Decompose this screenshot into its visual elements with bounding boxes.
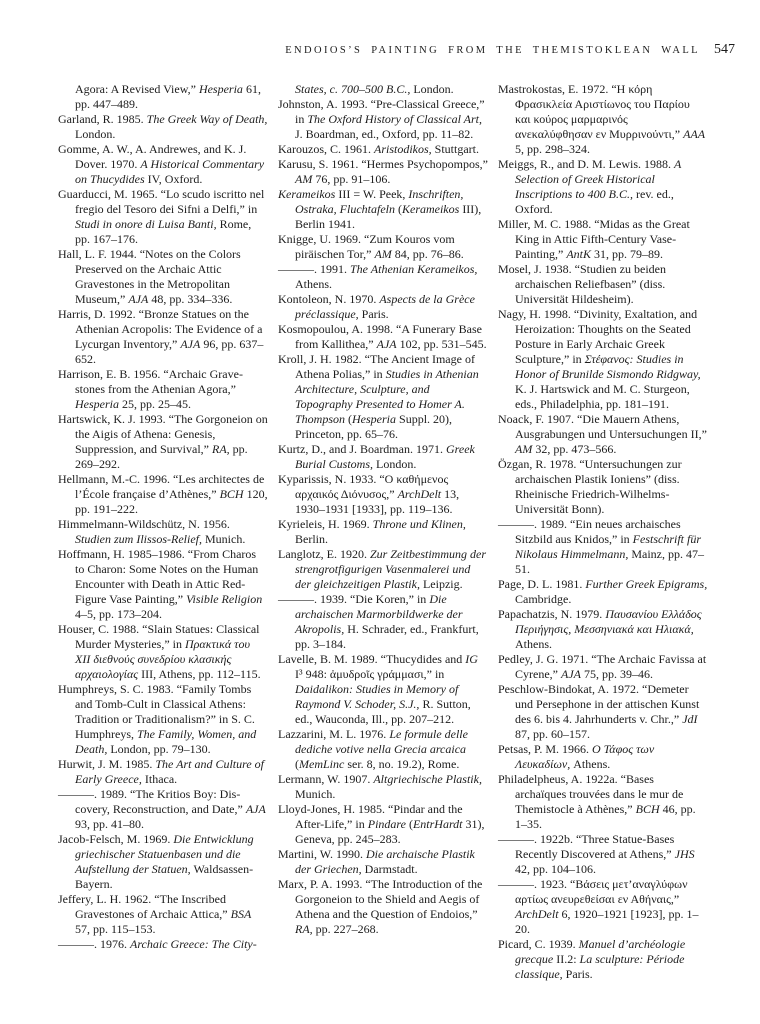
bib-entry bbox=[58, 307, 268, 367]
italic-segment: Festschrift für Nikolaus Himmelmann, bbox=[515, 532, 702, 561]
bib-entry bbox=[498, 607, 708, 652]
text-segment: III = W. Peek, bbox=[335, 187, 409, 201]
text-segment: Kurtz, D., and J. Boardman. 1971. bbox=[278, 442, 446, 456]
text-segment: Hoffmann, H. 1985–1986. “From Charos to Charon: Some Notes on the Human Encounter with Death in Attic Red-Figure Vase Painting,” bbox=[58, 547, 259, 606]
text-segment: Johnston, A. 1993. “Pre-Classical Greece,” in bbox=[278, 97, 485, 126]
italic-segment: ArchDelt bbox=[515, 907, 559, 921]
italic-segment: Kerameikos bbox=[278, 187, 336, 201]
text-segment: III), Berlin 1941. bbox=[295, 202, 482, 231]
text-segment: 120, pp. 191–222. bbox=[75, 487, 268, 516]
italic-segment: Kerameikos bbox=[401, 202, 460, 216]
italic-segment: Aristodikos, bbox=[374, 142, 432, 156]
text-segment: Nagy, H. 1998. “Divinity, Exaltation, and Heroization: Thoughts on the Seated Posture in Early Archaic Greek Sculpture,” in bbox=[498, 307, 698, 366]
italic-segment: Studi in onore di Luisa Banti, bbox=[75, 217, 217, 231]
bib-entry bbox=[58, 937, 268, 952]
text-segment: ( bbox=[345, 412, 353, 426]
text-segment: Mastrokostas, E. 1972. “Η κόρη Φρασικλεία Αριστίωνος του Παρίου και κούρος μαρμαρινός ανεκαλύφθησαν εν Μυρρινούντι,” bbox=[498, 82, 690, 141]
bib-entry bbox=[58, 682, 268, 757]
italic-segment: Studies in Athenian Architecture, Sculpture, and Topography Presented to Homer A. Thompson bbox=[295, 367, 479, 426]
italic-segment: Hesperia bbox=[198, 82, 243, 96]
bib-entry bbox=[58, 367, 268, 412]
italic-segment: AM bbox=[515, 442, 533, 456]
text-segment: Knigge, U. 1969. “Zum Kouros vom piräischen Tor,” bbox=[278, 232, 455, 261]
text-segment: 61, pp. 447–489. bbox=[75, 82, 261, 111]
italic-segment: Παυσανίου Ελλάδος Περιήγησις, Μεσσηνιακά και Ηλιακά, bbox=[515, 607, 702, 636]
italic-segment: The Athenian Kerameikos, bbox=[350, 262, 478, 276]
text-segment: III, Athens, pp. 112–115. bbox=[138, 667, 261, 681]
text-segment: Garland, R. 1985. bbox=[58, 112, 147, 126]
bib-entry bbox=[278, 142, 488, 157]
text-segment: Mainz, pp. 47–51. bbox=[515, 547, 704, 576]
bib-entry bbox=[278, 97, 488, 142]
text-segment: H. Schrader, ed., Frankfurt, pp. 3–184. bbox=[295, 622, 479, 651]
italic-segment: Inschriften, Ostraka, Fluchtafeln bbox=[295, 187, 464, 216]
italic-segment: Ο Τάφος των Λευκαδίων, bbox=[515, 742, 655, 771]
italic-segment: Manuel d’archéologie grecque bbox=[515, 937, 686, 966]
text-segment: 102, pp. 531–545. bbox=[396, 337, 487, 351]
text-segment: Jeffery, L. H. 1962. “The Inscribed Gravestones of Archaic Attica,” bbox=[58, 892, 231, 921]
italic-segment: A Historical Commentary on Thucydides bbox=[75, 157, 265, 186]
text-segment: Athens. bbox=[570, 757, 611, 771]
bib-entry bbox=[278, 352, 488, 442]
bib-entry bbox=[278, 472, 488, 517]
bib-entry bbox=[278, 877, 488, 937]
text-segment: R. Sutton, ed., Wauconda, Ill., pp. 207–212. bbox=[295, 697, 471, 726]
bib-entry bbox=[498, 307, 708, 412]
text-segment: Langlotz, E. 1920. bbox=[278, 547, 370, 561]
text-segment: Pedley, J. G. 1971. “The Archaic Favissa at Cyrene,” bbox=[498, 652, 707, 681]
text-segment: Hurwit, J. M. 1985. bbox=[58, 757, 156, 771]
text-segment: Kyparissis, N. 1933. “Ο καθήμενος αρχαικός Διόνυσος,” bbox=[278, 472, 449, 501]
text-segment: Munich. bbox=[295, 787, 336, 801]
text-segment: K. J. Hartswick and M. C. Sturgeon, eds., Philadelphia, pp. 181–191. bbox=[515, 382, 690, 411]
italic-segment: States, c. 700–500 B.C., bbox=[295, 82, 411, 96]
italic-segment: Die archaische Plastik der Griechen, bbox=[295, 847, 475, 876]
text-segment: pp. 269–292. bbox=[75, 442, 248, 471]
text-segment: IV, Oxford. bbox=[144, 172, 203, 186]
text-segment: Humphreys, S. C. 1983. “Family Tombs and Tomb-Cult in Classical Athens: Tradition or Traditionalism?” in S. C. Humphreys, bbox=[58, 682, 255, 741]
italic-segment: Die Entwicklung griechischer Statuenbasen und die Aufstellung der Statuen, bbox=[75, 832, 254, 876]
italic-segment: RA, bbox=[212, 442, 230, 456]
bib-entry bbox=[498, 412, 708, 457]
italic-segment: Στέφανος: Studies in Honor of Brunilde Sismondo Ridgway, bbox=[515, 352, 701, 381]
bib-entry bbox=[498, 82, 708, 157]
italic-segment: Die archaischen Marmorbildwerke der Akropolis, bbox=[295, 592, 463, 636]
text-segment: Meiggs, R., and D. M. Lewis. 1988. bbox=[498, 157, 674, 171]
text-segment: Stuttgart. bbox=[431, 142, 480, 156]
bib-entry bbox=[278, 442, 488, 472]
text-segment: Lavelle, B. M. 1989. “Thucydides and bbox=[278, 652, 466, 666]
text-segment: Picard, C. 1939. bbox=[498, 937, 579, 951]
italic-segment: Le formule delle dediche votive nella Grecia arcaica bbox=[295, 727, 468, 756]
italic-segment: AJA bbox=[245, 802, 266, 816]
text-segment: Leipzig. bbox=[419, 577, 463, 591]
bib-entry bbox=[278, 517, 488, 547]
text-segment: ser. 8, no. 19.2), Rome. bbox=[344, 757, 460, 771]
bib-entry bbox=[278, 292, 488, 322]
bib-entry bbox=[58, 412, 268, 472]
text-segment: 25, pp. 25–45. bbox=[119, 397, 191, 411]
text-segment: London. bbox=[410, 82, 454, 96]
bibliography-column-1 bbox=[58, 82, 268, 982]
text-segment: Gomme, A. W., A. Andrewes, and K. J. Dover. 1970. bbox=[58, 142, 247, 171]
italic-segment: Throne und Klinen, bbox=[372, 517, 466, 531]
bib-entry bbox=[498, 772, 708, 832]
text-segment: Hellmann, M.-C. 1996. “Les architectes de l’École française d’Athènes,” bbox=[58, 472, 265, 501]
bib-entry bbox=[498, 262, 708, 307]
text-segment: Harrison, E. B. 1956. “Archaic Gravestones from the Athenian Agora,” bbox=[58, 367, 243, 396]
bib-entry bbox=[58, 517, 268, 547]
text-segment: Agora: A Revised View,” bbox=[75, 82, 199, 96]
italic-segment: ArchDelt bbox=[397, 487, 442, 501]
bib-entry bbox=[498, 517, 708, 577]
bib-entry bbox=[58, 112, 268, 142]
text-segment: ———. 1923. “Βάσεις μετ’αναγλύφων αρτίως ανευρεθείσαι εν Αθήναις,” bbox=[498, 877, 688, 906]
italic-segment: Greek Burial Customs, bbox=[295, 442, 475, 471]
text-segment: Miller, M. C. 1988. “Midas as the Great King in Attic Fifth-Century Vase-Painting,” bbox=[498, 217, 690, 261]
text-segment: Houser, C. 1988. “Slain Statues: Classical Murder Mysteries,” in bbox=[58, 622, 260, 651]
text-segment: 76, pp. 91–106. bbox=[312, 172, 391, 186]
bib-entry bbox=[58, 832, 268, 892]
text-segment: 4–5, pp. 173–204. bbox=[75, 607, 162, 621]
text-segment: Lermann, W. 1907. bbox=[278, 772, 374, 786]
text-segment: Martini, W. 1990. bbox=[278, 847, 367, 861]
italic-segment: Studien zum Ilissos-Relief, bbox=[75, 532, 202, 546]
italic-segment: JdI bbox=[682, 712, 698, 726]
text-segment: Peschlow-Bindokat, A. 1972. “Demeter und Persephone in der attischen Kunst des 6. bis 4. Jahrhunderts v. Chr.,” bbox=[498, 682, 700, 726]
text-segment: London. bbox=[373, 457, 417, 471]
text-segment: 87, pp. 60–157. bbox=[515, 727, 590, 741]
italic-segment: EntrHardt bbox=[412, 817, 463, 831]
text-segment: ———. 1976. bbox=[58, 937, 130, 951]
italic-segment: AJA bbox=[180, 337, 201, 351]
bib-entry bbox=[278, 232, 488, 262]
text-segment: Özgan, R. 1978. “Untersuchungen zur archaischen Plastik Ioniens” (diss. Rheinische Friedrich-Wilhelms-Universität Bonn). bbox=[498, 457, 682, 516]
bib-entry bbox=[58, 757, 268, 787]
text-segment: Kontoleon, N. 1970. bbox=[278, 292, 380, 306]
bib-entry bbox=[278, 802, 488, 847]
bib-entry bbox=[278, 187, 488, 232]
italic-segment: A Selection of Greek Historical Inscriptions to 400 B.C., bbox=[515, 157, 682, 201]
text-segment: Marx, P. A. 1993. “The Introduction of the Gorgoneion to the Shield and Aegis of Athena and the Question of Endoios,” bbox=[278, 877, 483, 921]
text-segment: 84, pp. 76–86. bbox=[391, 247, 464, 261]
italic-segment: RA, bbox=[295, 922, 313, 936]
text-segment: Page, D. L. 1981. bbox=[498, 577, 586, 591]
text-segment: 57, pp. 115–153. bbox=[75, 922, 156, 936]
bib-entry bbox=[278, 592, 488, 652]
text-segment: 42, pp. 104–106. bbox=[515, 862, 596, 876]
italic-segment: Hesperia bbox=[352, 412, 397, 426]
bib-entry bbox=[498, 157, 708, 217]
text-segment: Philadelpheus, A. 1922a. “Bases archaïques trouvées dans le mur de Themistocle à Athènes,” bbox=[498, 772, 684, 816]
italic-segment: BCH bbox=[635, 802, 660, 816]
italic-segment: BCH bbox=[219, 487, 244, 501]
bib-entry bbox=[58, 472, 268, 517]
text-segment: 48, pp. 334–336. bbox=[148, 292, 233, 306]
text-segment: ———. 1939. “Die Koren,” in bbox=[278, 592, 430, 606]
bib-entry bbox=[498, 577, 708, 607]
text-segment: Berlin. bbox=[295, 532, 328, 546]
bib-entry bbox=[498, 457, 708, 517]
page-number: 547 bbox=[714, 42, 735, 57]
bib-entry bbox=[498, 832, 708, 877]
italic-segment: Πρακτικά του XII διεθνούς συνεδρίου κλασικής αρχαιολογίας bbox=[75, 637, 250, 681]
text-segment: ( bbox=[295, 757, 299, 771]
bib-entry bbox=[278, 772, 488, 802]
text-segment: Karouzos, C. 1961. bbox=[278, 142, 374, 156]
text-segment: London, pp. 79–130. bbox=[107, 742, 211, 756]
text-segment: Papachatzis, N. 1979. bbox=[498, 607, 606, 621]
text-segment: Paris. bbox=[358, 307, 389, 321]
italic-segment: AM bbox=[374, 247, 392, 261]
text-segment: ———. 1991. bbox=[278, 262, 350, 276]
text-segment: Paris. bbox=[562, 967, 593, 981]
text-segment: Guarducci, M. 1965. “Lo scudo iscritto nel fregio del Tesoro dei Sifni a Delfi,” in bbox=[58, 187, 265, 216]
bib-entry bbox=[58, 142, 268, 187]
bib-entry bbox=[58, 82, 268, 112]
italic-segment: AM bbox=[295, 172, 313, 186]
italic-segment: The Greek Way of Death, bbox=[146, 112, 268, 126]
text-segment: 31, pp. 79–89. bbox=[591, 247, 663, 261]
italic-segment: Zur Zeitbestimmung der strengrotfigurigen Vasenmalerei und der gleichzeitigen Plastik, bbox=[295, 547, 486, 591]
text-segment: II.2: bbox=[553, 952, 580, 966]
bib-entry bbox=[278, 547, 488, 592]
text-segment: Lazzarini, M. L. 1976. bbox=[278, 727, 390, 741]
text-segment: Athens. bbox=[515, 637, 552, 651]
italic-segment: Hesperia bbox=[75, 397, 119, 411]
text-segment: 13, 1930–1931 [1933], pp. 119–136. bbox=[295, 487, 460, 516]
text-segment: 96, pp. 637–652. bbox=[75, 337, 264, 366]
text-segment: Suppl. 20), Princeton, pp. 65–76. bbox=[295, 412, 453, 441]
text-segment: Jacob-Felsch, M. 1969. bbox=[58, 832, 174, 846]
text-segment: Harris, D. 1992. “Bronze Statues on the Athenian Acropolis: The Evidence of a Lycurgan Inventory,” bbox=[58, 307, 263, 351]
text-segment: Noack, F. 1907. “Die Mauern Athens, Ausgrabungen und Untersuchungen II,” bbox=[498, 412, 707, 441]
text-segment: 5, pp. 298–324. bbox=[515, 142, 590, 156]
bib-entry bbox=[278, 262, 488, 292]
italic-segment: Daidalikon: Studies in Memory of Raymond V. Schoder, S.J., bbox=[295, 682, 459, 711]
text-segment: 93, pp. 41–80. bbox=[75, 817, 144, 831]
italic-segment: Altgriechische Plastik, bbox=[373, 772, 482, 786]
bibliography-column-2 bbox=[278, 82, 488, 982]
bib-entry bbox=[58, 787, 268, 832]
italic-segment: Visible Religion bbox=[186, 592, 263, 606]
bibliography bbox=[58, 82, 708, 982]
text-segment: rev. ed., Oxford. bbox=[515, 187, 674, 216]
bib-entry bbox=[278, 82, 488, 97]
text-segment: ( bbox=[405, 817, 413, 831]
bib-entry bbox=[498, 937, 708, 982]
italic-segment: JHS bbox=[674, 847, 695, 861]
italic-segment: La sculpture: Période classique, bbox=[515, 952, 685, 981]
bibliography-column-3 bbox=[498, 82, 708, 982]
running-head bbox=[0, 42, 735, 58]
italic-segment: MemLinc bbox=[299, 757, 345, 771]
text-segment: Darmstadt. bbox=[361, 862, 418, 876]
text-segment: Himmelmann-Wildschütz, N. 1956. bbox=[58, 517, 230, 531]
text-segment: Kosmopoulou, A. 1998. “A Funerary Base from Kallithea,” bbox=[278, 322, 482, 351]
bib-entry bbox=[498, 682, 708, 742]
italic-segment: AJA bbox=[560, 667, 581, 681]
italic-segment: AntK bbox=[566, 247, 591, 261]
text-segment: Kroll, J. H. 1982. “The Ancient Image of Athena Polias,” in bbox=[278, 352, 475, 381]
bib-entry bbox=[58, 622, 268, 682]
text-segment: ———. 1922b. “Three Statue-Bases Recently Discovered at Athens,” bbox=[498, 832, 675, 861]
bib-entry bbox=[58, 247, 268, 307]
bib-entry bbox=[278, 157, 488, 187]
italic-segment: AJA bbox=[128, 292, 149, 306]
bib-entry bbox=[58, 187, 268, 247]
text-segment: 75, pp. 39–46. bbox=[580, 667, 653, 681]
bib-entry bbox=[498, 217, 708, 262]
text-segment: 46, pp. 1–35. bbox=[515, 802, 696, 831]
text-segment: Kyrieleis, H. 1969. bbox=[278, 517, 373, 531]
text-segment: Waldsassen-Bayern. bbox=[75, 862, 254, 891]
bib-entry bbox=[278, 847, 488, 877]
bib-entry bbox=[58, 892, 268, 937]
text-segment: Cambridge. bbox=[515, 592, 572, 606]
text-segment: Munich. bbox=[201, 532, 246, 546]
text-segment: Petsas, P. M. 1966. bbox=[498, 742, 593, 756]
italic-segment: The Art and Culture of Early Greece, bbox=[75, 757, 265, 786]
bib-entry bbox=[278, 727, 488, 772]
text-segment: ———. 1989. “Ein neues archaisches Sitzbild aus Knidos,” in bbox=[498, 517, 681, 546]
text-segment: Mosel, J. 1938. “Studien zu beiden archaischen Reliefbasen” (diss. Universität Hildesheim). bbox=[498, 262, 666, 306]
text-segment: 31), Geneva, pp. 245–283. bbox=[295, 817, 485, 846]
italic-segment: The Family, Women, and Death, bbox=[75, 727, 257, 756]
text-segment: J. Boardman, ed., Oxford, pp. 11–82. bbox=[295, 127, 474, 141]
bib-entry bbox=[278, 322, 488, 352]
italic-segment: Aspects de la Grèce préclassique, bbox=[295, 292, 475, 321]
italic-segment: Pindare bbox=[367, 817, 406, 831]
text-segment: pp. 227–268. bbox=[312, 922, 379, 936]
text-segment: Lloyd-Jones, H. 1985. “Pindar and the After-Life,” in bbox=[278, 802, 463, 831]
italic-segment: IG bbox=[465, 652, 478, 666]
text-segment: Karusu, S. 1961. “Hermes Psychopompos,” bbox=[278, 157, 488, 171]
text-segment: Athens. bbox=[295, 277, 332, 291]
bib-entry bbox=[498, 877, 708, 937]
bib-entry bbox=[58, 547, 268, 622]
italic-segment: Further Greek Epigrams, bbox=[585, 577, 708, 591]
italic-segment: BSA bbox=[230, 907, 252, 921]
text-segment: ———. 1989. “The Kritios Boy: Discovery, Reconstruction, and Date,” bbox=[58, 787, 246, 816]
text-segment: 6, 1920–1921 [1923], pp. 1–20. bbox=[515, 907, 699, 936]
bib-entry bbox=[498, 652, 708, 682]
text-segment: 32, pp. 473–566. bbox=[532, 442, 617, 456]
text-segment: London. bbox=[75, 127, 116, 141]
running-head-title: ENDOIOS’S PAINTING FROM THE THEMISTOKLEAN WALL bbox=[285, 45, 700, 56]
bib-entry bbox=[278, 652, 488, 727]
italic-segment: The Oxford History of Classical Art, bbox=[307, 112, 483, 126]
italic-segment: Archaic Greece: The City- bbox=[130, 937, 257, 951]
text-segment: ( bbox=[394, 202, 402, 216]
bib-entry bbox=[498, 742, 708, 772]
text-segment: I³ 948: ἀμυδροῖς γράμμασι,” in bbox=[295, 667, 445, 681]
italic-segment: ΑΑΑ bbox=[683, 127, 706, 141]
text-segment: Rome, pp. 167–176. bbox=[75, 217, 252, 246]
italic-segment: AJA bbox=[376, 337, 397, 351]
text-segment: Ithaca. bbox=[141, 772, 178, 786]
text-segment: Hartswick, K. J. 1993. “The Gorgoneion on the Aigis of Athena: Genesis, Suppression, and Survival,” bbox=[58, 412, 268, 456]
text-segment: Hall, L. F. 1944. “Notes on the Colors Preserved on the Archaic Attic Gravestones in the Metropolitan Museum,” bbox=[58, 247, 241, 306]
